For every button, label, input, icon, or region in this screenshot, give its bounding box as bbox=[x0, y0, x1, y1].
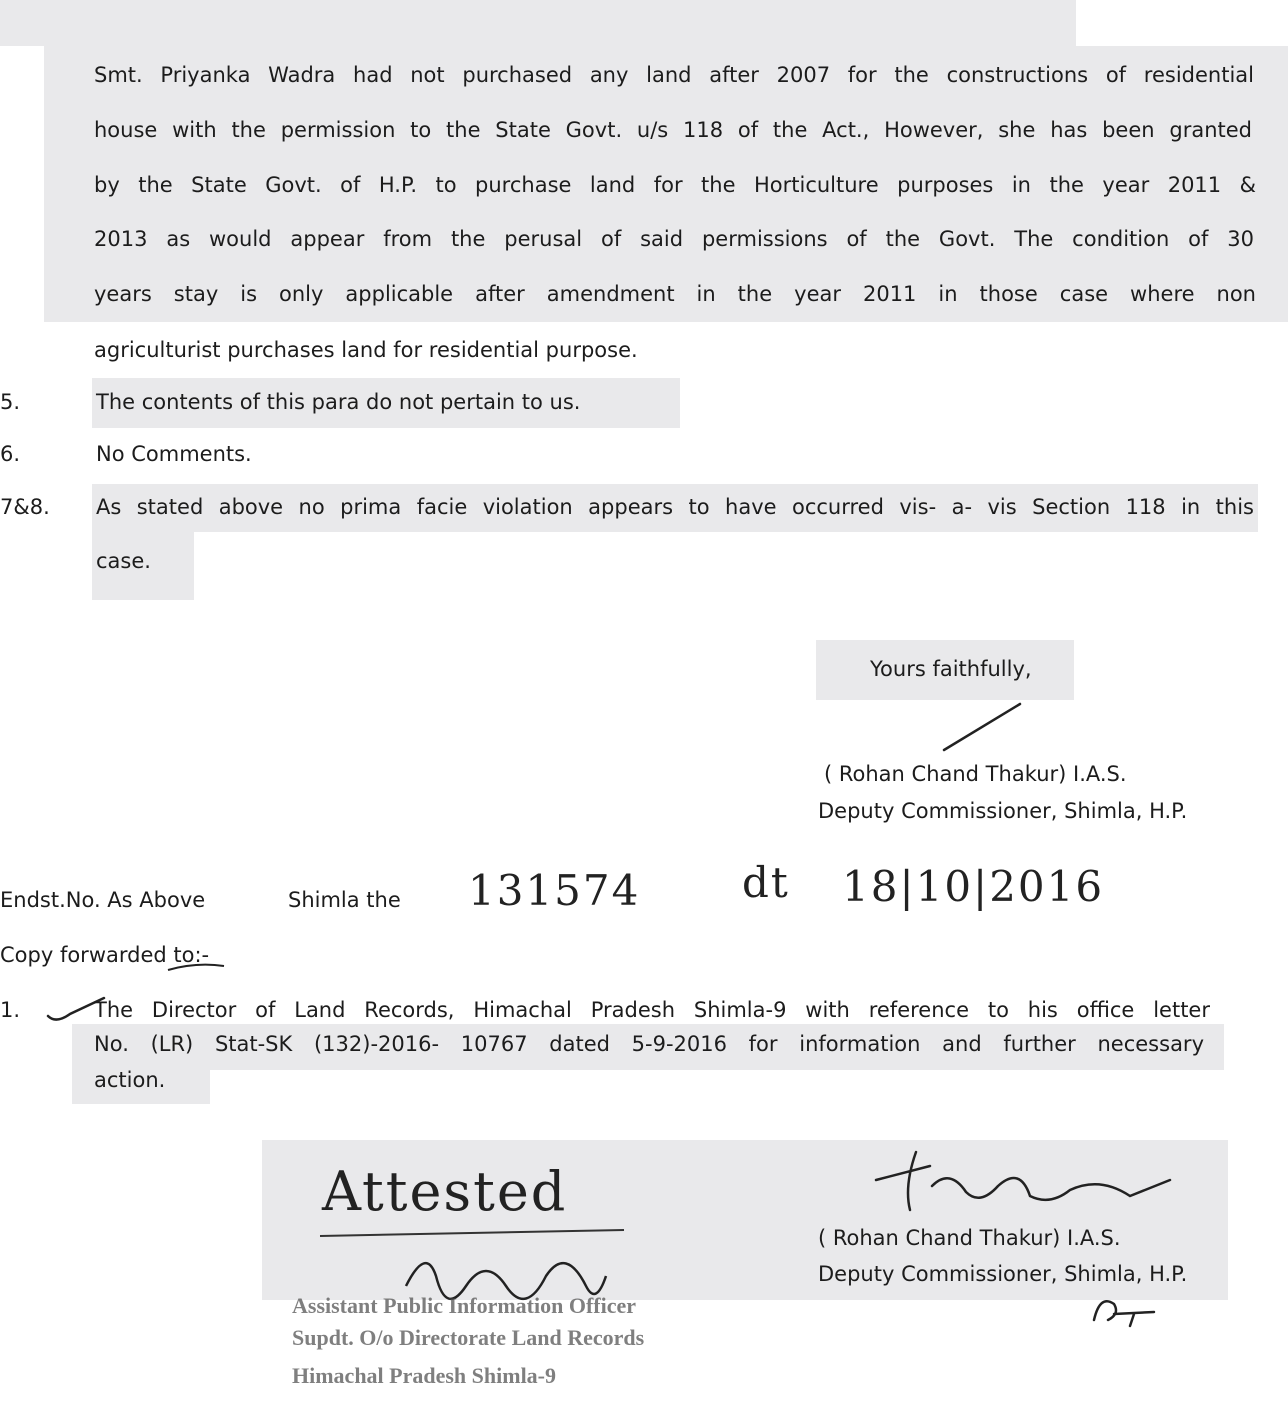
item-text: The contents of this para do not pertain to us. bbox=[96, 390, 581, 414]
copy-line: The Director of Land Records, Himachal Pradesh Shimla-9 with reference to his office letter bbox=[94, 998, 1210, 1022]
scan-shade-top-left bbox=[0, 0, 1076, 46]
initials-mark bbox=[1090, 1290, 1160, 1330]
copy-line: No. (LR) Stat-SK (132)-2016- 10767 dated 5-9-2016 for information and further necessary bbox=[94, 1032, 1204, 1056]
signatory-designation: Deputy Commissioner, Shimla, H.P. bbox=[818, 799, 1188, 823]
endorsement-number-handwritten: 131574 bbox=[468, 866, 641, 915]
item-text: As stated above no prima facie violation appears to have occurred vis- a- vis Section 118 in this bbox=[96, 495, 1254, 519]
copy-item-number: 1. bbox=[0, 998, 21, 1022]
signatory-name: ( Rohan Chand Thakur) I.A.S. bbox=[824, 762, 1127, 786]
item-number: 7&8. bbox=[0, 495, 50, 519]
item-text-continued: case. bbox=[96, 549, 151, 573]
signature-thakur bbox=[870, 1146, 1190, 1226]
paragraph-line: house with the permission to the State Govt. u/s 118 of the Act., However, she has been granted bbox=[94, 118, 1252, 142]
signature-stroke bbox=[940, 700, 1030, 755]
copy-heading: Copy forwarded to:- bbox=[0, 943, 210, 967]
copy-line: action. bbox=[94, 1068, 166, 1092]
paragraph-line: years stay is only applicable after amendment in the year 2011 in those case where non bbox=[94, 282, 1256, 306]
paragraph-line: by the State Govt. of H.P. to purchase land for the Horticulture purposes in the year 2011 & bbox=[94, 173, 1256, 197]
copy-underline bbox=[166, 960, 226, 974]
item-text: No Comments. bbox=[96, 442, 252, 466]
attested-handwritten: Attested bbox=[322, 1160, 568, 1223]
item-number: 5. bbox=[0, 390, 21, 414]
endorsement-date-handwritten: 18|10|2016 bbox=[842, 862, 1105, 911]
endorsement-label: Endst.No. As Above bbox=[0, 888, 206, 912]
endorsement-dt-handwritten: dt bbox=[742, 858, 790, 907]
item-number: 6. bbox=[0, 442, 21, 466]
signatory-name-bottom: ( Rohan Chand Thakur) I.A.S. bbox=[818, 1226, 1121, 1250]
endorsement-place: Shimla the bbox=[288, 888, 401, 912]
paragraph-line: 2013 as would appear from the perusal of said permissions of the Govt. The condition of 30 bbox=[94, 227, 1254, 251]
stamp-line: Himachal Pradesh Shimla-9 bbox=[292, 1363, 557, 1388]
paragraph-line: agriculturist purchases land for residential purpose. bbox=[94, 338, 638, 362]
paragraph-line: Smt. Priyanka Wadra had not purchased any land after 2007 for the constructions of residential bbox=[94, 63, 1254, 87]
signatory-designation-bottom: Deputy Commissioner, Shimla, H.P. bbox=[818, 1262, 1188, 1286]
stamp-line: Assistant Public Information Officer bbox=[292, 1293, 637, 1318]
stamp-line: Supdt. O/o Directorate Land Records bbox=[292, 1325, 645, 1350]
attested-underline bbox=[318, 1226, 628, 1246]
salutation: Yours faithfully, bbox=[870, 657, 1032, 681]
